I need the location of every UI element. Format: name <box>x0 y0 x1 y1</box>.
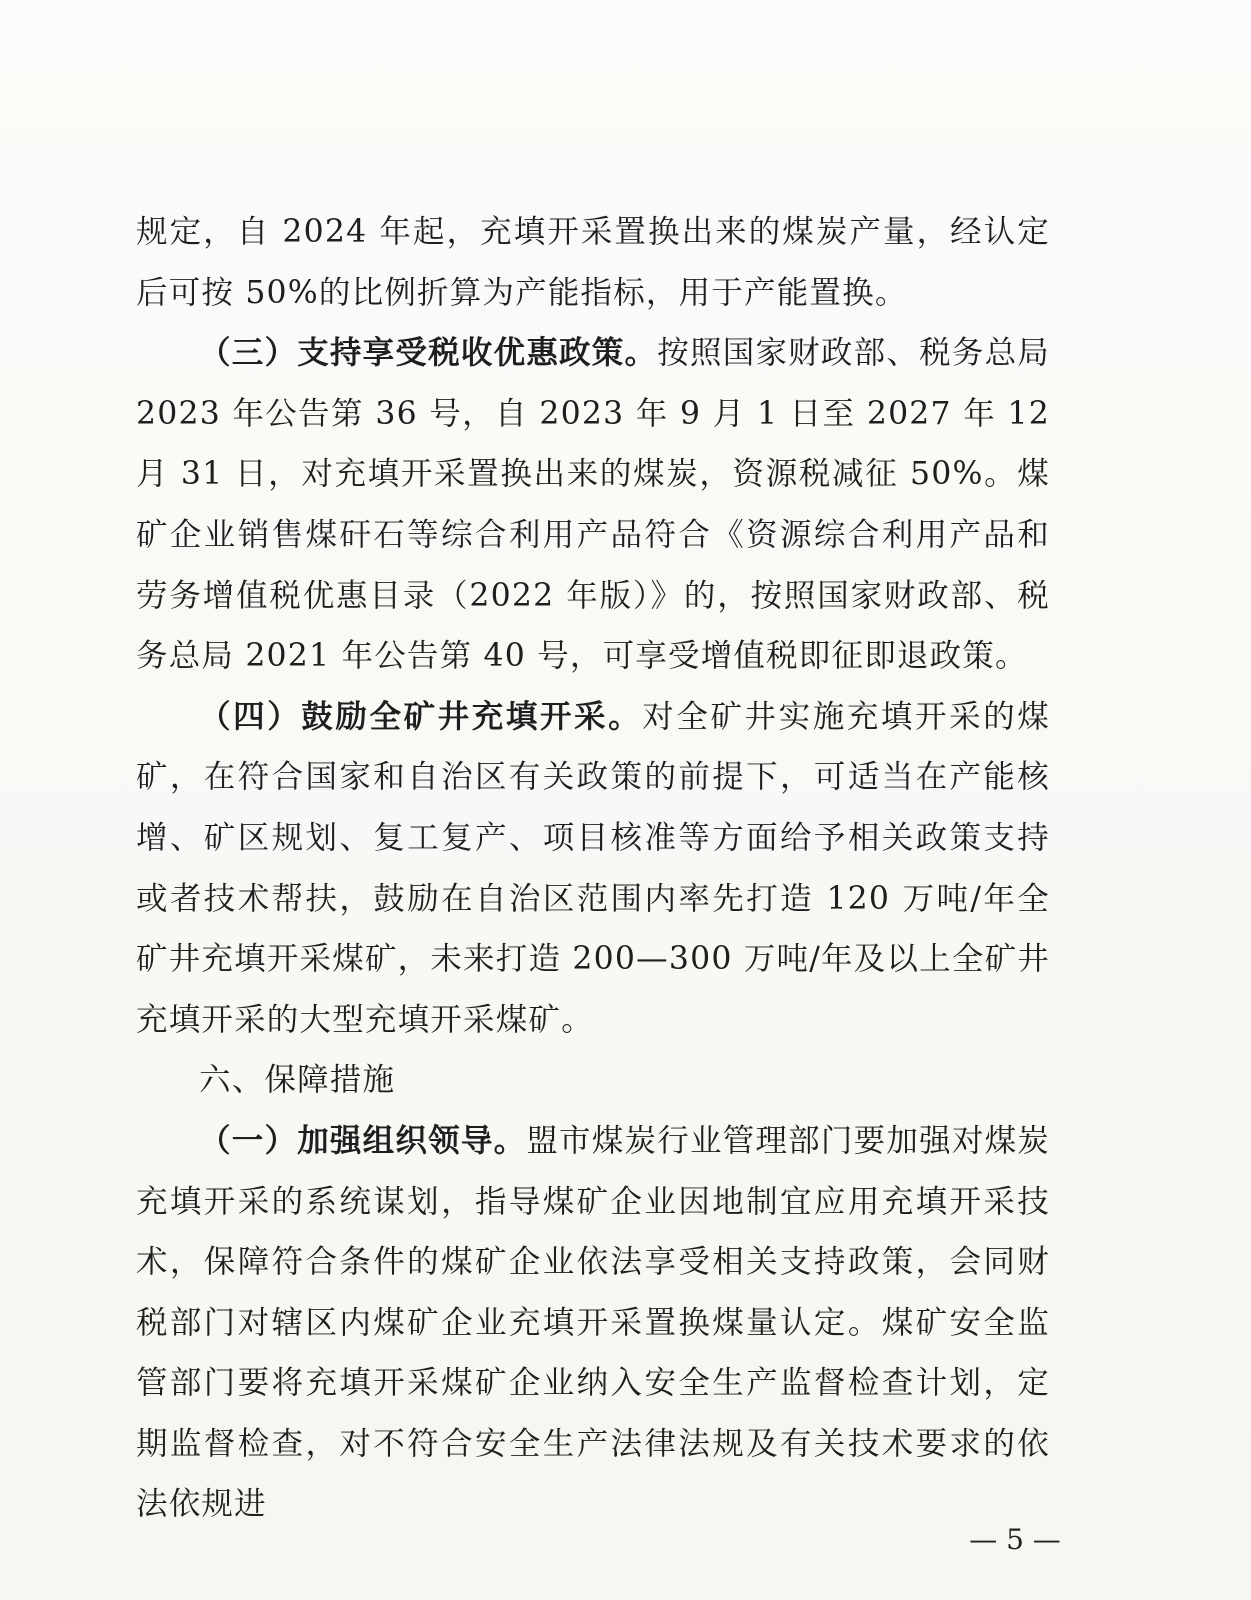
document-body <box>136 202 1050 1535</box>
page-number: — 5 — <box>969 1523 1061 1556</box>
section-title: 六、保障措施 <box>199 1062 396 1099</box>
paragraph-full-mine-filling <box>136 687 1050 1051</box>
text-tax-policy: 按照国家财政部、税务总局 2023 年公告第 36 号，自 2023 年 9 月 1 日至 2027 年 12 月 31 日，对充填开采置换出来的煤炭，资源税减征 50%。煤矿企业销售煤矸石等综合利用产品符合《资源综合利用产品和劳务增值税优惠目录（2022 年版）》的，按照国家财政部、税务总局 2021 年公告第 40 号，可享受增值税即征即退政策。 <box>136 335 1050 675</box>
heading-organization: （一）加强组织领导。 <box>199 1121 527 1159</box>
text-organization: 盟市煤炭行业管理部门要加强对煤炭充填开采的系统谋划，指导煤矿企业因地制宜应用充填开采技术，保障符合条件的煤矿企业依法享受相关支持政策，会同财税部门对辖区内煤矿企业充填开采置换煤量认定。煤矿安全监管部门要将充填开采煤矿企业纳入安全生产监督检查计划，定期监督检查，对不符合安全生产法律法规及有关技术要求的依法依规进 <box>136 1122 1050 1523</box>
heading-tax-policy: （三）支持享受税收优惠政策。 <box>199 334 658 372</box>
paragraph-organization <box>136 1111 1050 1535</box>
heading-full-mine-filling: （四）鼓励全矿井充填开采。 <box>199 697 643 735</box>
paragraph-tax-policy <box>136 323 1050 687</box>
text-full-mine-filling: 对全矿井实施充填开采的煤矿，在符合国家和自治区有关政策的前提下，可适当在产能核增、矿区规划、复工复产、项目核准等方面给予相关政策支持或者技术帮扶，鼓励在自治区范围内率先打造 120 万吨/年全矿井充填开采煤矿，未来打造 200—300 万吨/年及以上全矿井充填开采的大型充填开采煤矿。 <box>136 698 1050 1038</box>
paragraph-continuation: 规定，自 2024 年起，充填开采置换出来的煤炭产量，经认定后可按 50%的比例折算为产能指标，用于产能置换。 <box>136 214 1050 311</box>
